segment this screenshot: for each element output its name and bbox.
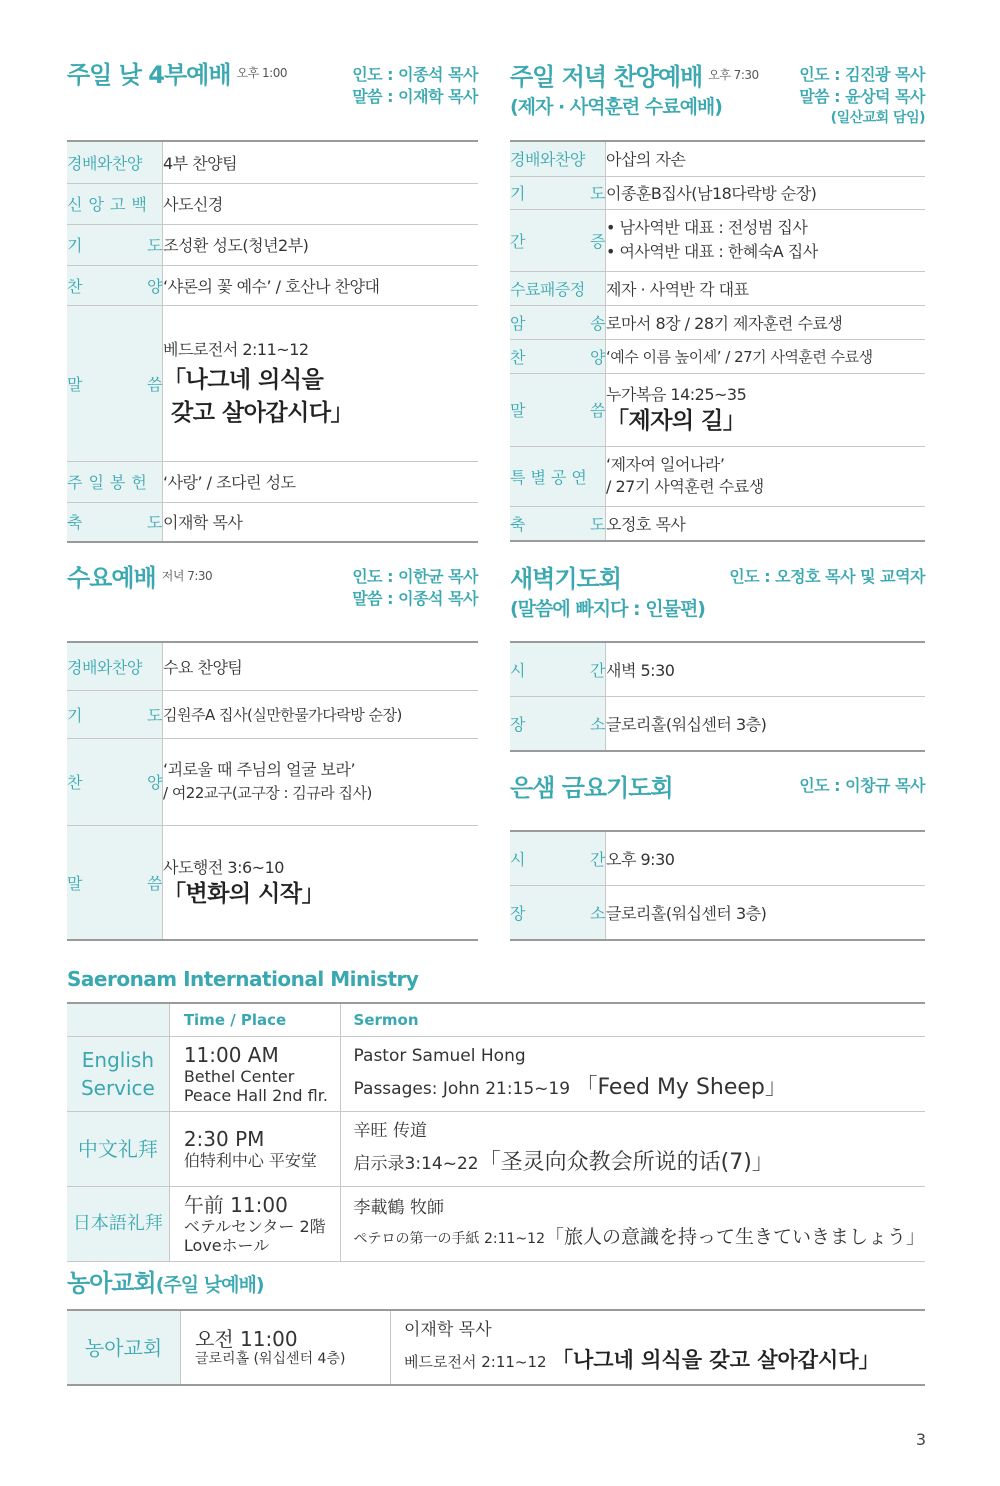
sunday4-hymn-label: 찬 양 <box>67 265 163 305</box>
wednesday-hymn-value <box>163 738 479 825</box>
sunday4-leader: 인도 : 이종석 목사 <box>352 65 478 84</box>
english-service-time-place <box>169 1037 340 1112</box>
chinese-sermon-title: 「圣灵向众教会所说的话(7)」 <box>478 1150 774 1175</box>
deaf-place: 글로리홀 (워십센터 4층) <box>195 1351 346 1368</box>
evening-subtitle: (제자 · 사역훈련 수료예배) <box>510 95 722 118</box>
wednesday-hymn-2: / 여22교구(교구장 : 김규라 집사) <box>163 784 372 803</box>
evening-testimony-2: • 여사역반 대표 : 한혜숙A 집사 <box>606 242 818 261</box>
wednesday-table <box>67 641 478 941</box>
dawn-time-label: 시 간 <box>510 642 606 696</box>
deaf-time-place <box>181 1310 391 1385</box>
wednesday-worship-label: 경배와찬양 <box>67 642 163 690</box>
intl-header-sermon: Sermon <box>340 1003 925 1037</box>
friday-time-value: 오후 9:30 <box>606 831 926 885</box>
evening-recitation-value: 로마서 8장 / 28기 제자훈련 수료생 <box>606 305 926 339</box>
deaf-label: 농아교회 <box>67 1310 181 1385</box>
sunday4-offering-value: ‘사랑’ / 조다린 성도 <box>163 461 479 502</box>
evening-leaders <box>799 64 925 128</box>
sunday4-sermon-title-1: 「나그네 의식을 <box>163 367 324 394</box>
wednesday-time: 저녁 7:30 <box>161 569 213 583</box>
sunday4-leaders <box>352 64 478 109</box>
sunday4-header <box>67 62 287 90</box>
chinese-speaker: 辛旺 传道 <box>353 1120 427 1141</box>
evening-testimony-1: • 남사역반 대표 : 전성범 집사 <box>606 218 808 237</box>
dawn-table <box>510 641 925 752</box>
sunday4-hymn-value: ‘샤론의 꽃 예수’ / 호산나 찬양대 <box>163 265 479 305</box>
evening-worship-value: 아삽의 자손 <box>606 141 926 176</box>
evening-time: 오후 7:30 <box>708 68 759 82</box>
friday-leader: 인도 : 이창규 목사 <box>799 776 925 795</box>
wednesday-hymn-1: ‘괴로울 때 주님의 얼굴 보라’ <box>163 760 356 780</box>
dawn-title: 새벽기도회 <box>510 565 621 593</box>
evening-testimony-label: 간 증 <box>510 209 606 271</box>
deaf-sermon-title: 「나그네 의식을 갖고 살아갑시다」 <box>551 1348 880 1373</box>
wednesday-prayer-value: 김원주A 집사(실만한물가다락방 순장) <box>163 690 479 738</box>
sunday4-time: 오후 1:00 <box>236 66 287 80</box>
english-speaker: Pastor Samuel Hong <box>353 1045 526 1066</box>
deaf-table <box>67 1309 925 1386</box>
evening-leader: 인도 : 김진광 목사 <box>799 65 925 84</box>
wednesday-leader: 인도 : 이한균 목사 <box>352 567 478 586</box>
evening-table <box>510 140 925 542</box>
evening-special-value <box>606 446 926 506</box>
evening-hymn-label: 찬 양 <box>510 339 606 373</box>
sunday4-prayer-label: 기 도 <box>67 224 163 265</box>
evening-special-2: / 27기 사역훈련 수료생 <box>606 477 764 496</box>
deaf-sermon <box>391 1310 926 1385</box>
japanese-place-2: Loveホール <box>183 1236 270 1255</box>
sunday4-sermon-label: 말 씀 <box>67 305 163 461</box>
evening-sermon-value <box>606 373 926 446</box>
sunday4-sermon-ref: 베드로전서 2:11~12 <box>163 340 309 360</box>
chinese-service-sermon <box>340 1112 925 1187</box>
evening-header <box>510 64 759 119</box>
deaf-time: 오전 11:00 <box>195 1327 298 1352</box>
dawn-time-value: 새벽 5:30 <box>606 642 926 696</box>
wednesday-hymn-label: 찬 양 <box>67 738 163 825</box>
japanese-sermon-title: 「旅人の意識を持って生きていきましょう」 <box>544 1226 925 1249</box>
dawn-leader: 인도 : 오정호 목사 및 교역자 <box>729 567 925 586</box>
evening-benediction-value: 오정호 목사 <box>606 506 926 541</box>
dawn-header <box>510 566 705 621</box>
evening-recitation-label: 암 송 <box>510 305 606 339</box>
evening-speaker: 말씀 : 윤상덕 목사 <box>799 87 925 107</box>
chinese-service-time-place <box>169 1112 340 1187</box>
chinese-service-label: 中文礼拜 <box>67 1112 169 1187</box>
english-service-sermon <box>340 1037 925 1112</box>
evening-sermon-label: 말 씀 <box>510 373 606 446</box>
evening-testimony-value <box>606 209 926 271</box>
sunday4-speaker: 말씀 : 이재학 목사 <box>352 87 478 107</box>
sunday4-worship-label: 경배와찬양 <box>67 141 163 183</box>
friday-header <box>510 775 673 803</box>
sunday4-offering-label: 주일봉헌 <box>67 461 163 502</box>
wednesday-sermon-ref: 사도행전 3:6~10 <box>163 857 284 877</box>
evening-sermon-ref: 누가복음 14:25~35 <box>606 384 747 404</box>
wednesday-speaker: 말씀 : 이종석 목사 <box>352 589 478 609</box>
chinese-passage: 启示录3:14~22 <box>353 1154 479 1174</box>
wednesday-worship-value: 수요 찬양팀 <box>163 642 479 690</box>
wednesday-prayer-label: 기 도 <box>67 690 163 738</box>
sunday4-benediction-label: 축 도 <box>67 502 163 542</box>
evening-special-1: ‘제자여 일어나라’ <box>606 454 725 474</box>
wednesday-header <box>67 565 212 593</box>
wednesday-leaders <box>352 566 478 611</box>
friday-time-label: 시 간 <box>510 831 606 885</box>
english-sermon-title: 「Feed My Sheep」 <box>575 1075 787 1100</box>
english-place-1: Bethel Center <box>183 1066 295 1086</box>
evening-benediction-label: 축 도 <box>510 506 606 541</box>
japanese-service-time-place <box>169 1187 340 1262</box>
sunday4-sermon-title-2: 갖고 살아갑시다」 <box>171 399 354 426</box>
evening-sermon-title: 「제자의 길」 <box>606 407 746 434</box>
evening-prayer-label: 기 도 <box>510 176 606 209</box>
chinese-place: 伯特利中心 平安堂 <box>183 1151 317 1171</box>
evening-certificate-label: 수료패증정 <box>510 271 606 305</box>
evening-prayer-value: 이종훈B집사(남18다락방 순장) <box>606 176 926 209</box>
evening-hymn-value: ‘예수 이름 높이세’ / 27기 사역훈련 수료생 <box>606 339 926 373</box>
sunday4-sermon-value <box>163 305 479 461</box>
sunday4-creed-value: 사도신경 <box>163 183 479 224</box>
japanese-place-1: ベテルセンター 2階 <box>183 1216 326 1236</box>
wednesday-sermon-value <box>163 825 479 940</box>
dawn-subtitle: (말씀에 빠지다 : 인물편) <box>510 597 705 620</box>
deaf-title-suffix: (주일 낮예배) <box>155 1274 264 1296</box>
deaf-speaker: 이재학 목사 <box>404 1320 492 1341</box>
japanese-service-label: 日本語礼拜 <box>67 1187 169 1262</box>
english-time: 11:00 AM <box>183 1042 279 1067</box>
intl-header-time-place: Time / Place <box>169 1003 340 1037</box>
japanese-passage: ペテロの第一の手紙 2:11~12 <box>353 1231 545 1248</box>
wednesday-sermon-title: 「변화의 시작」 <box>163 880 325 907</box>
deaf-header <box>67 1270 264 1298</box>
friday-place-label: 장 소 <box>510 885 606 940</box>
friday-title: 은샘 금요기도회 <box>510 774 673 802</box>
chinese-time: 2:30 PM <box>183 1127 265 1152</box>
sunday4-prayer-value: 조성환 성도(청년2부) <box>163 224 479 265</box>
evening-certificate-value: 제자 · 사역반 각 대표 <box>606 271 926 305</box>
english-service-label: English Service <box>67 1037 169 1112</box>
english-place-2: Peace Hall 2nd flr. <box>183 1086 328 1105</box>
evening-title: 주일 저녁 찬양예배 <box>510 63 703 91</box>
sunday4-creed-label: 신앙고백 <box>67 183 163 224</box>
evening-speaker-note: (일산교회 담임) <box>830 109 925 126</box>
english-passage: Passages: John 21:15~19 <box>353 1079 571 1099</box>
japanese-speaker: 李載鶴 牧師 <box>353 1198 444 1219</box>
sunday4-worship-value: 4부 찬양팀 <box>163 141 479 183</box>
sunday4-title: 주일 낮 4부예배 <box>67 61 231 89</box>
friday-table <box>510 830 925 941</box>
japanese-service-sermon <box>340 1187 925 1262</box>
deaf-passage: 베드로전서 2:11~12 <box>404 1353 547 1372</box>
deaf-title: 농아교회 <box>67 1269 156 1297</box>
dawn-place-value: 글로리홀(워십센터 3층) <box>606 696 926 751</box>
evening-worship-label: 경배와찬양 <box>510 141 606 176</box>
intl-header-blank <box>67 1003 169 1037</box>
wednesday-sermon-label: 말 씀 <box>67 825 163 940</box>
intl-table <box>67 1002 925 1262</box>
intl-title: Saeronam International Ministry <box>67 967 419 991</box>
sunday4-benediction-value: 이재학 목사 <box>163 502 479 542</box>
dawn-place-label: 장 소 <box>510 696 606 751</box>
wednesday-title: 수요예배 <box>67 564 156 592</box>
sunday4-table <box>67 140 478 543</box>
friday-place-value: 글로리홀(워십센터 3층) <box>606 885 926 940</box>
japanese-time: 午前 11:00 <box>183 1192 288 1217</box>
evening-special-label: 특별공연 <box>510 446 606 506</box>
page-number: 3 <box>915 1430 926 1449</box>
